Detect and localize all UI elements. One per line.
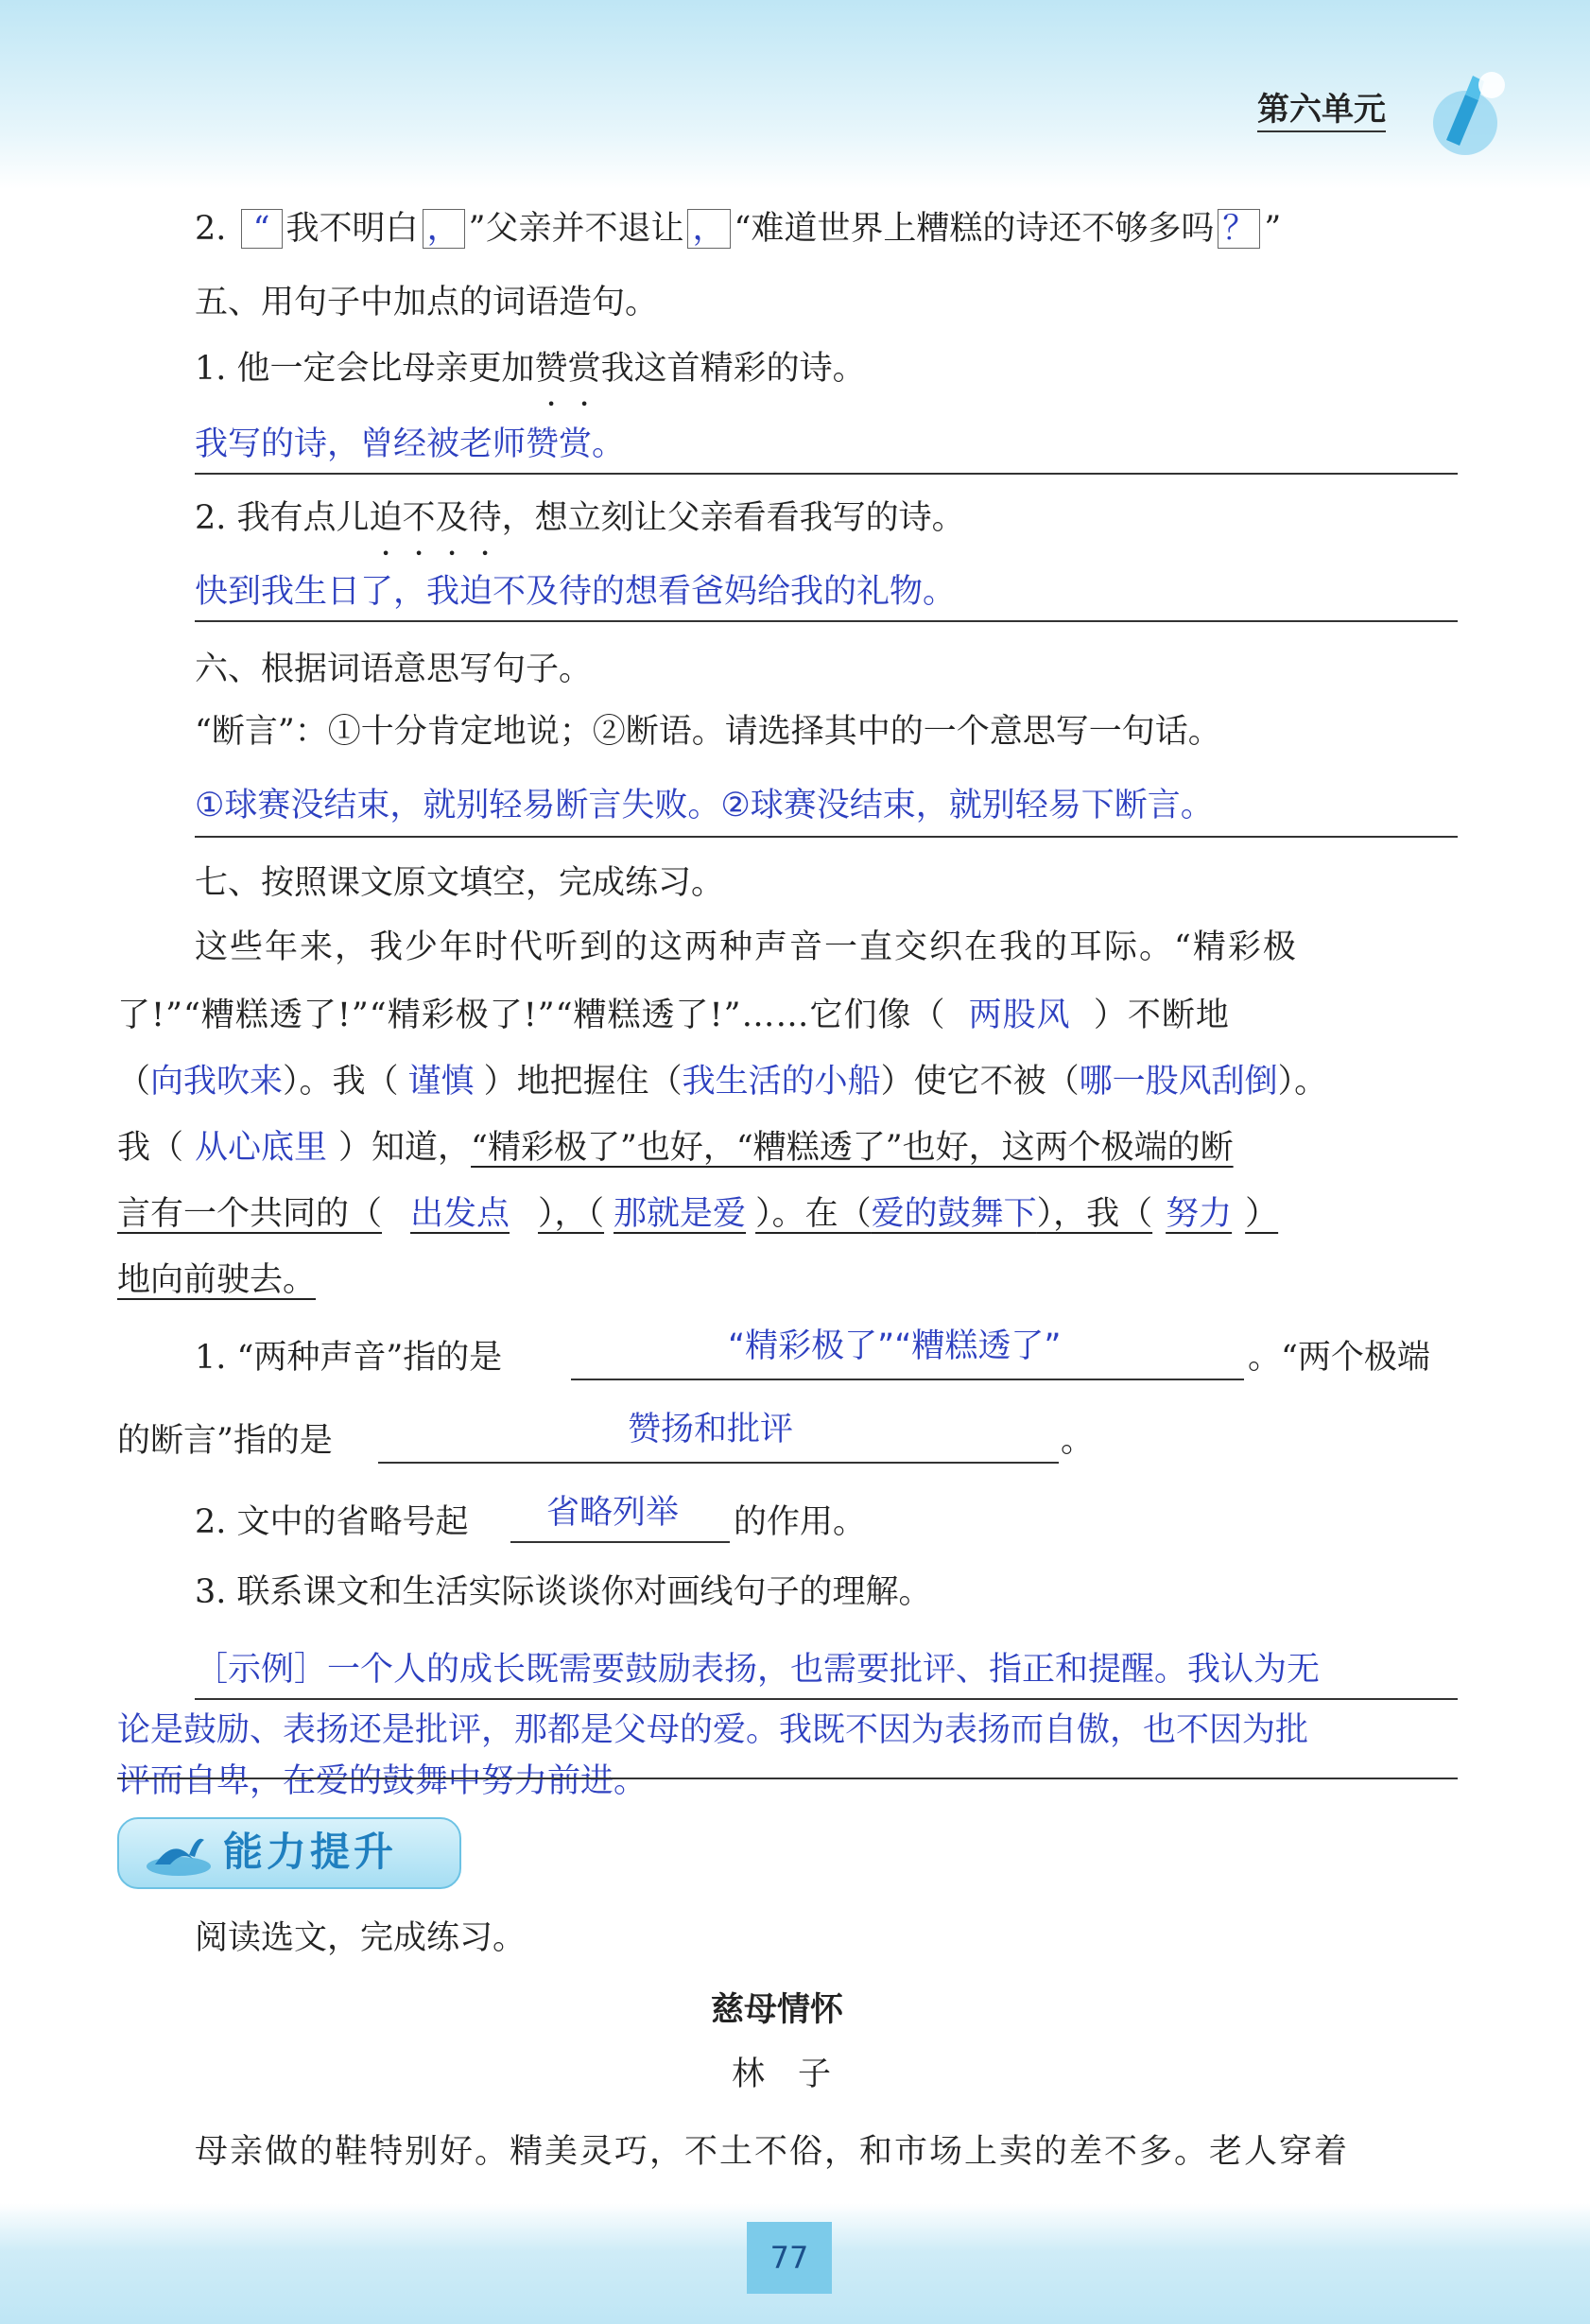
passage-answer: 两股风 — [968, 997, 1071, 1034]
passage-answer: 哪一股风刮倒 — [1079, 1063, 1278, 1101]
section-five-q1 — [195, 346, 866, 391]
passage-text: ） — [1245, 1195, 1279, 1233]
swan-icon — [136, 1827, 221, 1880]
q1-pre: 1. 他一定会比母亲更加 — [195, 350, 535, 388]
q2-pre: 2. 我有点儿 — [195, 499, 370, 537]
ability-instruction: 阅读选文，完成练习。 — [195, 1919, 527, 1957]
seven-q1b-post: 。 — [1061, 1422, 1095, 1460]
fill-line — [571, 1379, 1244, 1380]
dotted-char: 赏 — [567, 350, 601, 388]
article-title: 慈母情怀 — [711, 1991, 844, 2029]
passage-answer: 从心底里 — [195, 1129, 328, 1167]
answer-line — [195, 836, 1458, 838]
section-six-title: 六、根据词语意思写句子。 — [195, 650, 593, 688]
section-five-a1: 我写的诗，曾经被老师赞赏。 — [195, 425, 626, 463]
dotted-char: 及 — [435, 499, 469, 537]
q2-post: ，想立刻让父亲看看我写的诗。 — [501, 499, 965, 537]
answer-line — [195, 473, 1458, 475]
passage-line-6: 地向前驶去。 — [117, 1261, 317, 1299]
passage-line-4 — [117, 1125, 1234, 1171]
passage-text: ）使它不被（ — [880, 1063, 1080, 1101]
punct-box-comma-2: ， — [687, 209, 730, 249]
ability-badge-label: 能力提升 — [223, 1829, 398, 1875]
passage-answer: 出发点 — [410, 1195, 510, 1233]
dotted-char: 赞 — [534, 350, 568, 388]
answer-line — [117, 1778, 1458, 1779]
fill-line — [378, 1462, 1059, 1464]
passage-text: ）地把握住（ — [483, 1063, 683, 1101]
seven-q1-pre: 1. “两种声音”指的是 — [195, 1339, 503, 1377]
quote-punctuation-line — [195, 206, 1281, 251]
seven-q1-answer: “精彩极了”“糟糕透了” — [728, 1327, 1062, 1365]
underlined-sentence: “精彩极了”也好，“糟糕透了”也好，这两个极端的断 — [471, 1129, 1234, 1167]
dotted-char: 迫 — [369, 499, 403, 537]
passage-text: ）知道， — [338, 1129, 472, 1167]
page-number: 77 — [769, 2240, 809, 2276]
passage-answer: 谨慎 — [407, 1063, 475, 1101]
passage-text: ），我（ — [1036, 1195, 1153, 1233]
q1-post: 我这首精彩的诗。 — [600, 350, 866, 388]
seven-a3-line1: ［示例］一个人的成长既需要鼓励表扬，也需要批评、指正和提醒。我认为无 — [195, 1651, 1321, 1689]
passage-text: ）。在（ — [755, 1195, 872, 1233]
answer-line — [195, 620, 1458, 622]
punct-box-comma-1: ， — [423, 209, 465, 249]
answer-line — [195, 1698, 1458, 1700]
passage-text: ）。我（ — [283, 1063, 399, 1101]
ability-badge — [117, 1817, 461, 1889]
passage-answer: 努力 — [1166, 1195, 1233, 1233]
pencil-icon — [1418, 57, 1522, 161]
quote-text-2: ”父亲并不退让 — [468, 210, 684, 248]
seven-a3-line2: 论是鼓励、表扬还是批评，那都是父母的爱。我既不因为表扬而自傲，也不因为批 — [117, 1711, 1309, 1749]
punct-box-question: ？ — [1218, 209, 1260, 249]
passage-text: 我（ — [117, 1129, 184, 1167]
passage-answer: 我生活的小船 — [682, 1063, 881, 1101]
section-six-prompt: “断言”：①十分肯定地说；②断语。请选择其中的一个意思写一句话。 — [195, 713, 1221, 751]
passage-text: ），（ — [538, 1195, 605, 1233]
item-number: 2. — [195, 210, 227, 248]
section-seven-title: 七、按照课文原文填空，完成练习。 — [195, 864, 725, 902]
seven-q1b-pre: 的断言”指的是 — [117, 1422, 333, 1460]
seven-q2-post: 的作用。 — [734, 1503, 867, 1541]
passage-answer: 那就是爱 — [614, 1195, 747, 1233]
seven-q2-answer: 省略列举 — [546, 1494, 680, 1532]
seven-q1-post: 。“两个极端 — [1248, 1339, 1430, 1377]
passage-line-1: 这些年来，我少年时代听到的这两种声音一直交织在我的耳际。“精彩极 — [195, 928, 1298, 966]
quote-close: ” — [1264, 210, 1282, 248]
section-five-a2: 快到我生日了，我迫不及待的想看爸妈给我的礼物。 — [195, 573, 957, 611]
punct-box-open-quote: “ — [241, 209, 283, 249]
passage-line-5 — [117, 1191, 1278, 1237]
section-six-answer: ①球赛没结束，就别轻易断言失败。②球赛没结束，就别轻易下断言。 — [195, 787, 1214, 824]
seven-q2-pre: 2. 文中的省略号起 — [195, 1503, 469, 1541]
passage-line-3 — [117, 1059, 1327, 1104]
section-five-q2 — [195, 495, 965, 541]
passage-text: ）。 — [1277, 1063, 1328, 1101]
passage-answer: 向我吹来 — [150, 1063, 284, 1101]
seven-q1b-answer: 赞扬和批评 — [628, 1411, 794, 1448]
passage-text: 言有一个共同的（ — [117, 1195, 383, 1233]
dotted-char: 待 — [468, 499, 502, 537]
passage-text: 了!”“糟糕透了!”“精彩极了!”“糟糕透了!”……它们像（ — [117, 997, 946, 1034]
passage-text: （ — [117, 1063, 151, 1101]
article-first-line: 母亲做的鞋特别好。精美灵巧，不土不俗，和市场上卖的差不多。老人穿着 — [195, 2133, 1350, 2171]
seven-a3-line3: 评而自卑，在爱的鼓舞中努力前进。 — [117, 1762, 648, 1800]
underlined-sentence — [117, 1195, 1278, 1233]
unit-title-text: 第六单元 — [1257, 91, 1386, 132]
page-number-box — [747, 2222, 832, 2294]
dotted-char: 不 — [402, 499, 436, 537]
passage-line-2 — [117, 993, 1230, 1038]
passage-text: ）不断地 — [1093, 997, 1230, 1034]
article-author: 林 子 — [732, 2055, 832, 2093]
fill-line — [510, 1541, 730, 1543]
quote-text-1: 我不明白 — [285, 210, 419, 248]
quote-text-3: “难道世界上糟糕的诗还不够多吗 — [734, 210, 1215, 248]
unit-title — [1257, 87, 1386, 132]
seven-q3: 3. 联系课文和生活实际谈谈你对画线句子的理解。 — [195, 1573, 932, 1611]
section-five-title: 五、用句子中加点的词语造句。 — [195, 284, 659, 321]
passage-answer: 爱的鼓舞下 — [871, 1195, 1037, 1233]
